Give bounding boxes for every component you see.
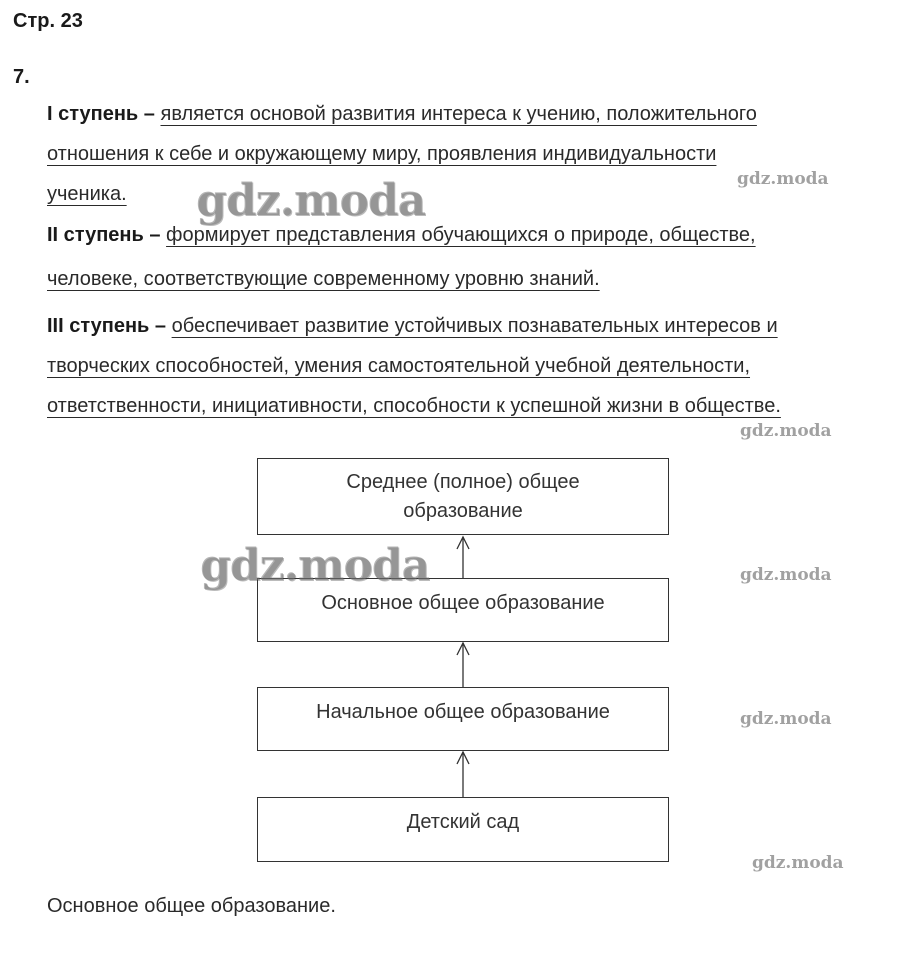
stage-2-dash: – [143, 224, 167, 246]
stage-3-text-1: обеспечивает развитие устойчивых познавательных интересов и [171, 315, 778, 337]
watermark-small-4: gdz.moda [740, 709, 832, 729]
watermark-small-1: gdz.moda [737, 169, 829, 189]
box-kindergarten [257, 797, 669, 862]
stage-1-line-3 [47, 183, 127, 206]
box-primary-general [257, 687, 669, 751]
stage-2-line-2 [47, 268, 600, 291]
stage-1-line-2 [47, 143, 716, 166]
watermark-small-5: gdz.moda [752, 853, 844, 873]
stage-3-dash: – [149, 315, 172, 337]
arrowhead-3 [457, 752, 469, 764]
stage-2-line-1 [47, 224, 756, 247]
box-primary-label: Начальное общее образование [316, 701, 610, 723]
watermark-large-1: gdz.moda [196, 175, 426, 226]
box-secondary-line-2: образование [403, 499, 523, 522]
stage-3-line-3 [47, 395, 781, 418]
stage-3-text-2: творческих способностей, умения самостоятельной учебной деятельности, [47, 355, 751, 377]
box-basic-label: Основное общее образование [321, 592, 605, 614]
stage-1-text-1: является основой развития интереса к учению, положительного [160, 103, 757, 125]
arrowhead-1 [457, 537, 469, 549]
stage-1-text-3: ученика. [47, 183, 127, 205]
watermark-large-2: gdz.moda [200, 540, 430, 591]
task-number: 7. [13, 66, 30, 88]
stage-1-title: I ступень [47, 103, 139, 125]
arrowhead-2 [457, 643, 469, 655]
watermark-small-2: gdz.moda [740, 421, 832, 441]
page-label: Стр. 23 [13, 10, 83, 32]
stage-3-title: III ступень [47, 315, 150, 337]
stage-3-line-1 [47, 315, 778, 338]
box-secondary-complete [257, 458, 669, 535]
box-kindergarten-label: Детский сад [406, 811, 520, 833]
stage-1-text-2: отношения к себе и окружающему миру, проявления индивидуальности [47, 143, 717, 165]
stage-1-dash: – [138, 103, 161, 125]
stage-3-line-2 [47, 355, 750, 378]
stage-2-text-2: человеке, соответствующие современному уровню знаний. [47, 268, 600, 290]
box-secondary-line-1: Среднее (полное) общее [346, 470, 580, 493]
answer-text: Основное общее образование. [47, 895, 336, 917]
stage-1-line-1 [47, 103, 757, 126]
stage-2-text-1: формирует представления обучающихся о природе, обществе, [166, 224, 756, 246]
watermark-small-3: gdz.moda [740, 565, 832, 585]
stage-3-text-3: ответственности, инициативности, способности к успешной жизни в обществе. [47, 395, 781, 417]
stage-2-title: II ступень [47, 224, 144, 246]
